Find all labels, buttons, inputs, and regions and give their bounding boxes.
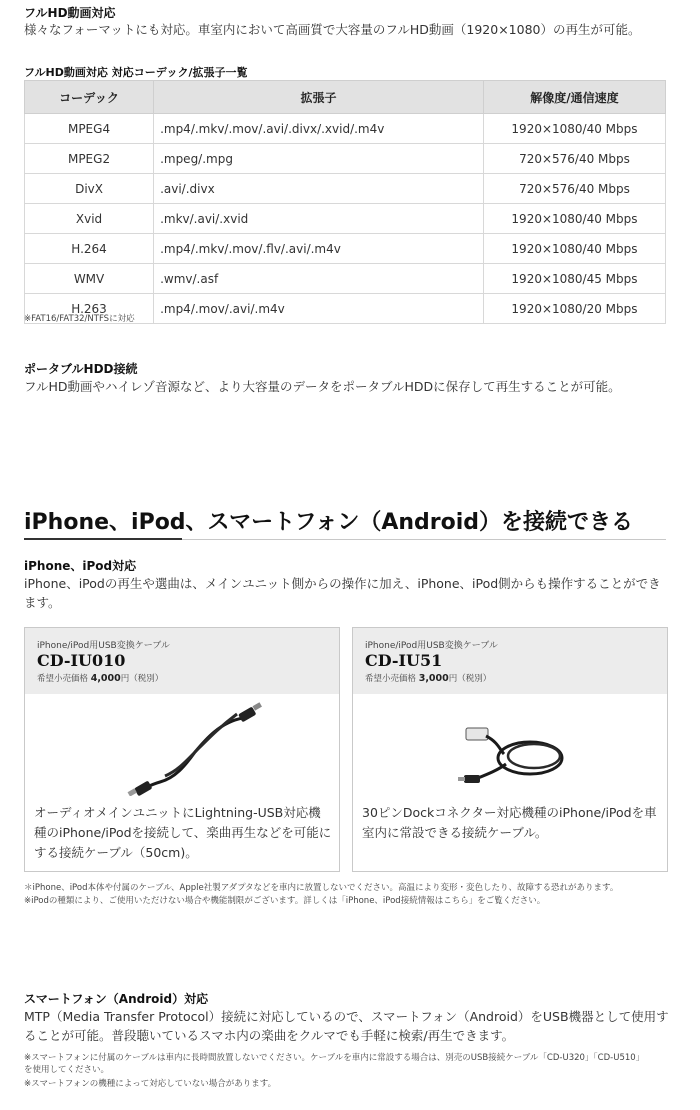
price-prefix: 希望小売価格 [365,674,419,684]
android-text: MTP（Media Transfer Protocol）接続に対応しているので、スマートフォン（Android）をUSB機器として使用することが可能。普段聴いているスマホ内の楽曲をクルマでも手軽に検索/再生できます。 [24,1009,669,1043]
price-prefix: 希望小売価格 [37,674,91,684]
resolution-cell: 1920×1080/45 Mbps [483,264,665,294]
iphone-note-1: ＊iPhone、iPod本体や付属のケーブル、Apple社製アダプタなどを車内に放置しないでください。高温により変形・変色したり、故障する恐れがあります。 [24,883,619,893]
price-value: 3,000 [418,673,449,684]
resolution-cell: 720×576/40 Mbps [483,174,665,204]
codec-cell: MPEG4 [25,114,154,144]
codec-header-codec: コーデック [25,81,154,114]
table-row [25,114,666,144]
resolution-cell: 1920×1080/20 Mbps [483,294,665,324]
codec-header-extension: 拡張子 [154,81,484,114]
android-note-2: ※スマートフォンの機種によって対応していない場合があります。 [24,1079,277,1089]
iphone-sub-heading: iPhone、iPod対応 [24,559,137,573]
hdd-text: フルHD動画やハイレゾ音源など、より大容量のデータをポータブルHDDに保存して再生することが可能。 [24,379,621,394]
fullhd-text: 様々なフォーマットにも対応。車室内において高画質で大容量のフルHD動画（1920×1080）の再生が可能。 [24,22,641,37]
product-category: iPhone/iPod用USB変換ケーブル [365,641,498,651]
resolution-cell: 1920×1080/40 Mbps [483,114,665,144]
product-description: 30ピンDockコネクター対応機種のiPhone/iPodを車室内に常設できる接続ケーブル。 [362,805,657,840]
extension-cell: .mp4/.mov/.avi/.m4v [154,294,484,324]
resolution-cell: 1920×1080/40 Mbps [483,204,665,234]
resolution-cell: 1920×1080/40 Mbps [483,234,665,264]
product-model: CD-IU51 [365,651,443,670]
iphone-note-2: ※iPodの種類により、ご使用いただけない場合や機能制限がございます。詳しくは「iPhone、iPod接続情報はこちら」をご覧ください。 [24,896,546,906]
codec-header-resolution: 解像度/通信速度 [483,81,665,114]
product-model: CD-IU010 [37,651,126,670]
product-card-header [353,628,667,694]
codec-cell: DivX [25,174,154,204]
product-description: オーディオメインユニットにLightning-USB対応機種のiPhone/iPodを接続して、楽曲再生などを可能にする接続ケーブル（50cm)。 [34,805,332,860]
product-price [37,672,163,684]
extension-cell: .avi/.divx [154,174,484,204]
table-row [25,204,666,234]
codec-table-title: フルHD動画対応 対応コーデック/拡張子一覧 [24,66,248,79]
hdd-heading: ポータブルHDD接続 [24,362,138,376]
table-row [25,174,666,204]
price-suffix: 円（税別） [120,674,164,684]
table-row [25,144,666,174]
fullhd-heading: フルHD動画対応 [24,6,116,20]
product-card-cd-iu010 [24,627,340,872]
codec-cell: H.263 [25,294,154,324]
product-price [365,672,491,684]
android-heading: スマートフォン（Android）対応 [24,992,209,1006]
table-row [25,264,666,294]
price-value: 4,000 [90,673,121,684]
product-card-header [25,628,339,694]
product-card-cd-iu51 [352,627,668,872]
table-row [25,234,666,264]
extension-cell: .mkv/.avi/.xvid [154,204,484,234]
resolution-cell: 720×576/40 Mbps [483,144,665,174]
extension-cell: .mp4/.mkv/.mov/.flv/.avi/.m4v [154,234,484,264]
codec-table-note: ※FAT16/FAT32/NTFSに対応 [24,314,135,324]
dock-cable-image [458,720,578,790]
codec-table [24,80,666,324]
codec-table-header-row [25,81,666,114]
price-suffix: 円（税別） [448,674,492,684]
extension-cell: .wmv/.asf [154,264,484,294]
codec-cell: WMV [25,264,154,294]
codec-cell: MPEG2 [25,144,154,174]
section-divider-accent [24,538,182,540]
extension-cell: .mp4/.mkv/.mov/.avi/.divx/.xvid/.m4v [154,114,484,144]
iphone-text: iPhone、iPodの再生や選曲は、メインユニット側からの操作に加え、iPhone、iPod側からも操作することができます。 [24,576,661,610]
android-note-1: ※スマートフォンに付属のケーブルは車内に長時間放置しないでください。ケーブルを車内に常設する場合は、別売のUSB接続ケーブル「CD-U320」「CD-U510」を使用してください。 [24,1053,645,1075]
lightning-cable-image [125,700,265,796]
iphone-section-title: iPhone、iPod、スマートフォン（Android）を接続できる [24,510,634,535]
codec-cell: Xvid [25,204,154,234]
extension-cell: .mpeg/.mpg [154,144,484,174]
product-category: iPhone/iPod用USB変換ケーブル [37,641,170,651]
codec-cell: H.264 [25,234,154,264]
